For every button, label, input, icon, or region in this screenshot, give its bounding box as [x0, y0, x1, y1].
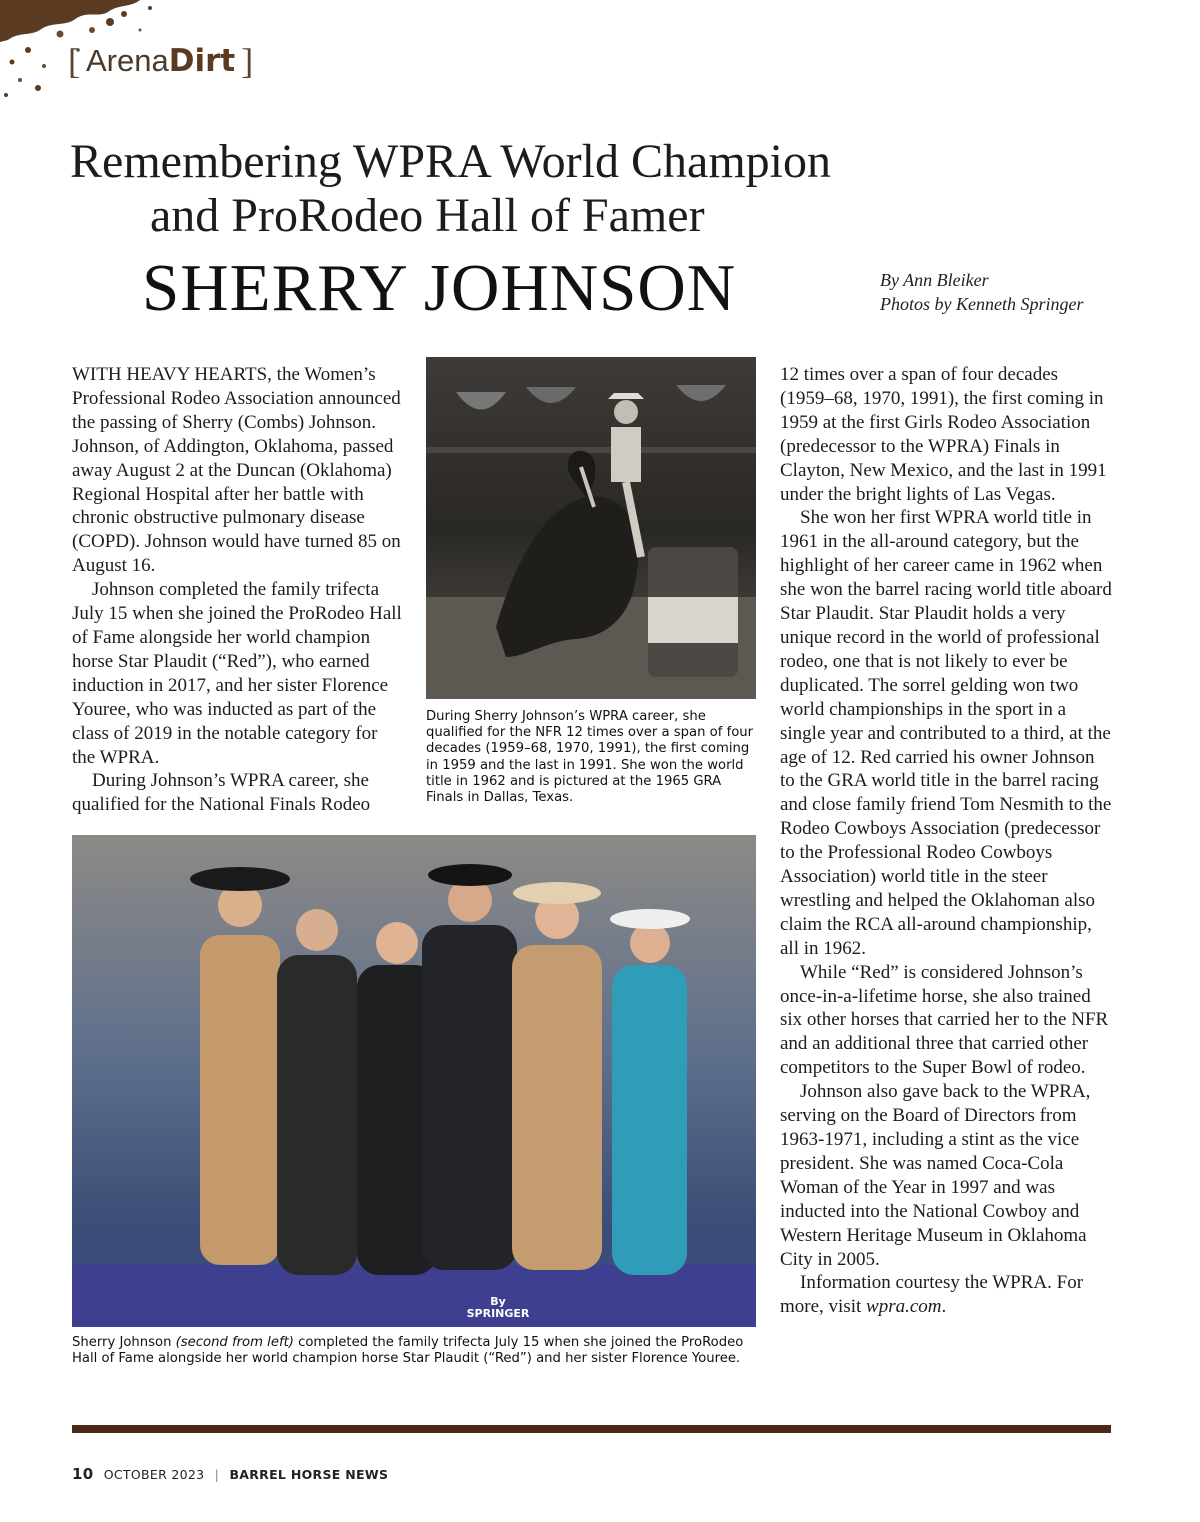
section-bracket-open: [ — [68, 41, 80, 81]
closing-text: Information courtesy the WPRA. For more, visit — [780, 1272, 1084, 1318]
footer-separator: | — [214, 1467, 220, 1482]
article-paragraph: She won her first WPRA world title in 1961 in the all-around category, but the highlight of her career came in 1962 when she won the barrel racing world title aboard Star Plaudit. Star Plaudit holds a very unique record in the world of professional rodeo, one that is not likely to ever be duplicated. The sorrel gelding won two world championships in the sport in a single year and contributed to a third, at the age of 12. Red carried his owner Johnson to the GRA world title in the barrel racing and close family friend Tom Nesmith to the Rodeo Cowboys Association (predecessor to the Professional Rodeo Cowboys Association) world title in the steer wrestling and helped the Oklahoman also claim the RCA all-around championship, all in 1962. — [780, 507, 1112, 959]
article-column-left — [72, 363, 402, 817]
vintage-barrel-racing-photo — [426, 357, 756, 699]
article-paragraph: During Johnson’s WPRA career, she qualified for the National Finals Rodeo — [72, 770, 371, 816]
article-paragraph: While “Red” is considered Johnson’s once-in-a-lifetime horse, she also trained six other horses that carried her to the NFR and an additional three that carried other competitors to the Super Bowl of rodeo. — [780, 961, 1109, 1079]
hall-of-fame-group-photo — [72, 835, 756, 1327]
closing-period: . — [941, 1296, 947, 1318]
publication-name: BARREL HORSE NEWS — [229, 1467, 389, 1482]
article-closing-paragraph — [780, 1271, 1113, 1319]
headline-line-1: Remembering WPRA World Champion — [70, 135, 831, 188]
photo-credit-line-2: SPRINGER — [466, 1307, 530, 1320]
wpra-link[interactable]: wpra.com — [866, 1296, 942, 1318]
article-paragraph: WITH HEAVY HEARTS, the Women’s Professional Rodeo Association announced the passing of Sherry (Combs) Johnson. Johnson, of Addington, Oklahoma, passed away August 2 at the Duncan (Oklahoma) Regional Hospital after her battle with chronic obstructive pulmonary disease (COPD). Johnson would have turned 85 on August 16. — [72, 364, 401, 577]
article-column-right — [780, 363, 1113, 1319]
page-number: 10 — [72, 1465, 94, 1483]
issue-date: OCTOBER 2023 — [103, 1467, 205, 1482]
section-tag — [68, 40, 253, 82]
caption-position-note: (second from left) — [175, 1335, 294, 1350]
byline-author: By Ann Bleiker — [880, 270, 989, 290]
byline — [880, 268, 1140, 316]
article-paragraph: Johnson completed the family trifecta July 15 when she joined the ProRodeo Hall of Fame alongside her world champion horse Star Plaudit (“Red”), who earned induction in 2017, and her sister Florence Youree, who was inducted as part of the class of 2019 in the notable category for the WPRA. — [72, 579, 402, 768]
section-word-dirt: Dirt — [168, 43, 236, 79]
photo-2-caption — [72, 1335, 762, 1367]
page-footer — [72, 1465, 388, 1483]
section-bracket-close: ] — [241, 41, 254, 81]
byline-photos: Photos by Kenneth Springer — [880, 294, 1084, 314]
headline-name: SHERRY JOHNSON — [142, 251, 737, 325]
group-photo-illustration — [72, 835, 756, 1327]
section-word-arena: Arena — [86, 43, 169, 78]
article-paragraph: Johnson also gave back to the WPRA, serving on the Board of Directors from 1963-1971, including a stint as the vice president. She was named Coca-Cola Woman of the Year in 1997 and was inducted into the National Cowboy and Western Heritage Museum in Oklahoma City in 2005. — [780, 1081, 1091, 1270]
vintage-photo-illustration — [426, 357, 756, 699]
photo-1-caption: During Sherry Johnson’s WPRA career, she qualified for the NFR 12 times over a span of four decades (1959–68, 1970, 1991), the first coming in 1959 and the last in 1991. She won the world title in 1962 and is pictured at the 1965 GRA Finals in Dallas, Texas. — [426, 709, 754, 806]
article-paragraph: 12 times over a span of four decades (1959–68, 1970, 1991), the first coming in 1959 at the first Girls Rodeo Association (predecessor to the WPRA) Finals in Clayton, New Mexico, and the last in 1991 under the bright lights of Las Vegas. — [780, 364, 1107, 505]
caption-subject: Sherry Johnson — [72, 1335, 176, 1350]
photo-credit-line-1: By — [490, 1295, 506, 1308]
headline-line-2: and ProRodeo Hall of Famer — [150, 189, 705, 242]
footer-rule — [72, 1425, 1111, 1433]
caption-text: completed the family trifecta July 15 when she joined the ProRodeo Hall of Fame alongside her world champion horse Star Plaudit (“Red”) and her sister Florence Youree. — [72, 1335, 744, 1367]
